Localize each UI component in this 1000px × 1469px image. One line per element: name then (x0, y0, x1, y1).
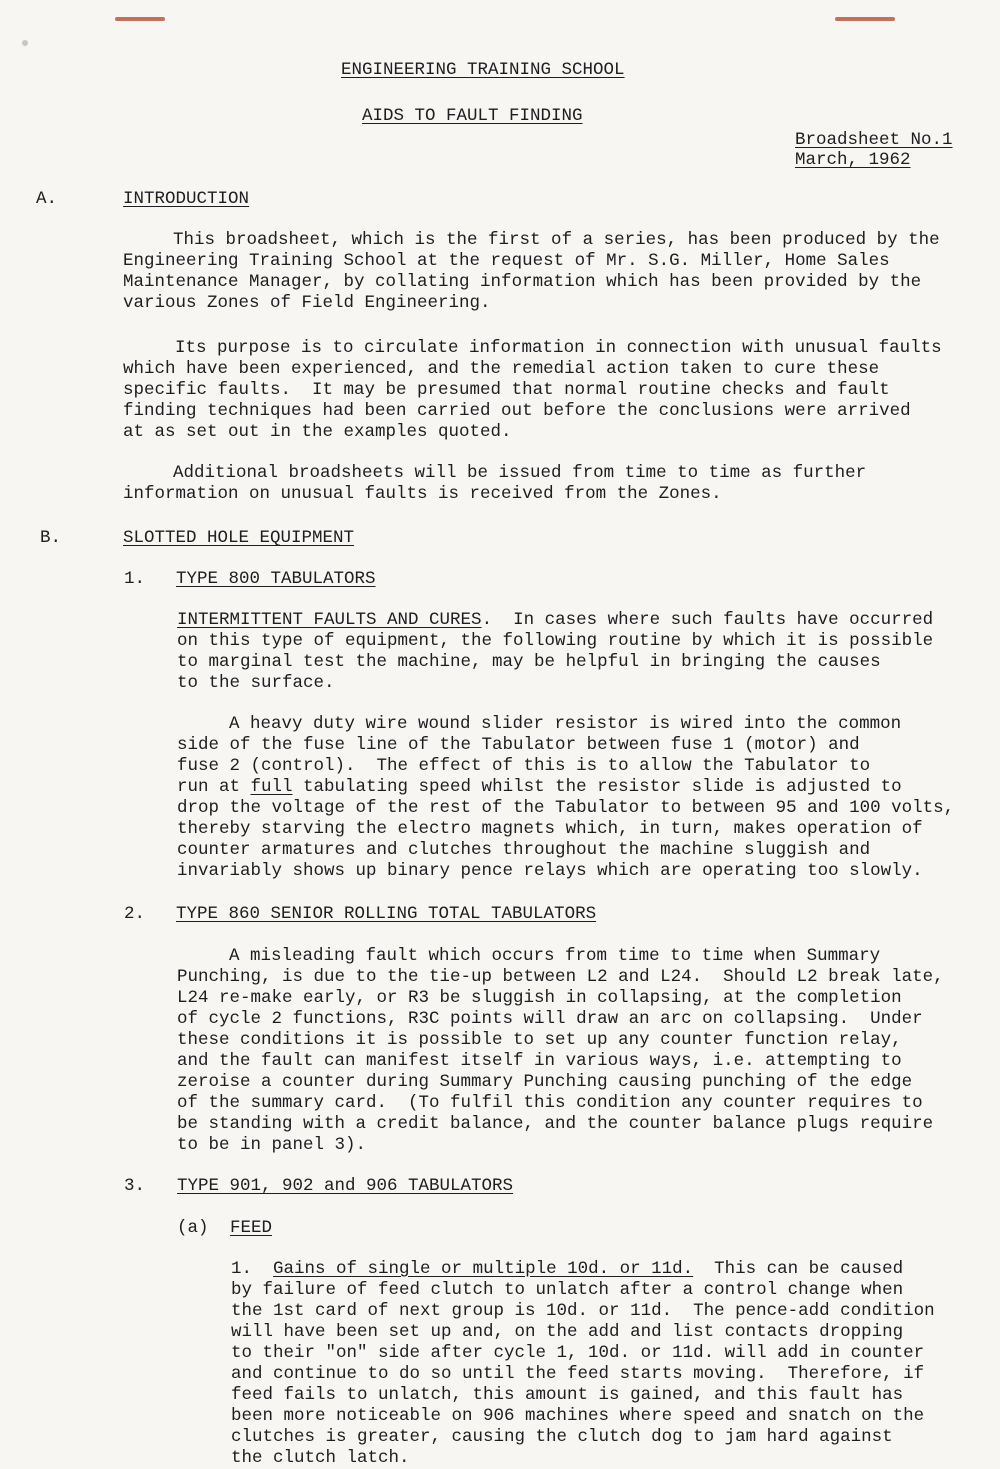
section-b-title: SLOTTED HOLE EQUIPMENT (123, 528, 355, 548)
staple-mark-right (835, 17, 895, 21)
section-a-letter: A. (36, 189, 58, 209)
point-number: 1. (231, 1259, 253, 1279)
text-run: tabulating speed whilst the resistor slide is adjusted to (292, 777, 902, 797)
text-line: to marginal test the machine, may be helpful in bringing the causes (177, 652, 881, 672)
broadsheet-number: Broadsheet No.1 (795, 130, 953, 150)
text-line: Engineering Training School at the request of Mr. S.G. Miller, Home Sales (123, 251, 890, 271)
item-1-paragraph-1 (177, 610, 933, 694)
text-line (177, 610, 933, 631)
text-line: will have been set up and, on the add and list contacts dropping (231, 1322, 904, 1342)
text-line: Additional broadsheets will be issued from time to time as further (173, 463, 867, 483)
text-line: specific faults. It may be presumed that normal routine checks and fault (123, 380, 890, 400)
text-line: This broadsheet, which is the first of a series, has been produced by the (173, 230, 940, 250)
text-line: Its purpose is to circulate information in connection with unusual faults (175, 338, 942, 358)
text-line: to be in panel 3). (177, 1135, 367, 1155)
text-line: feed fails to unlatch, this amount is gained, and this fault has (231, 1385, 904, 1405)
document-date: March, 1962 (795, 150, 911, 170)
text-line: counter armatures and clutches throughout the machine sluggish and (177, 840, 871, 860)
text-line: to their "on" side after cycle 1, 10d. or 11d. will add in counter (231, 1343, 925, 1363)
text-line: zeroise a counter during Summary Punching causing punching of the edge (177, 1072, 913, 1092)
point-1-heading: Gains of single or multiple 10d. or 11d. (273, 1259, 694, 1279)
item-1-title: TYPE 800 TABULATORS (176, 569, 376, 589)
text-line: side of the fuse line of the Tabulator between fuse 1 (motor) and (177, 735, 860, 755)
staple-mark-left (115, 17, 165, 21)
text-line: on this type of equipment, the following routine by which it is possible (177, 631, 934, 651)
text-line: various Zones of Field Engineering. (123, 293, 491, 313)
item-3-number: 3. (124, 1176, 146, 1196)
text-line (177, 777, 954, 798)
item-2-number: 2. (124, 904, 146, 924)
text-line: L24 re-make early, or R3 be sluggish in collapsing, at the completion (177, 988, 902, 1008)
text-line: which have been experienced, and the remedial action taken to cure these (123, 359, 880, 379)
text-line: finding techniques had been carried out before the conclusions were arrived (123, 401, 911, 421)
document-subject: AIDS TO FAULT FINDING (362, 106, 583, 126)
text-line: the clutch latch. (231, 1448, 410, 1468)
text-line: of cycle 2 functions, R3C points will draw an arc on collapsing. Under (177, 1009, 923, 1029)
text-line (231, 1259, 935, 1280)
text-line: the 1st card of next group is 10d. or 11d. The pence-add condition (231, 1301, 935, 1321)
intro-paragraph-2 (123, 338, 942, 443)
text-line: Punching, is due to the tie-up between L2 and L24. Should L2 break late, (177, 967, 944, 987)
item-3-title: TYPE 901, 902 and 906 TABULATORS (177, 1176, 514, 1196)
text-line: drop the voltage of the rest of the Tabulator to between 95 and 100 volts, (177, 798, 955, 818)
text-line: to the surface. (177, 673, 335, 693)
text-line: thereby starving the electro magnets which, in turn, makes operation of (177, 819, 923, 839)
text-line: clutches is greater, causing the clutch dog to jam hard against (231, 1427, 893, 1447)
school-title: ENGINEERING TRAINING SCHOOL (341, 60, 625, 80)
intermittent-faults-heading: INTERMITTENT FAULTS AND CURES (177, 610, 482, 630)
subsection-a-title: FEED (230, 1218, 273, 1238)
text-line: these conditions it is possible to set up any counter function relay, (177, 1030, 902, 1050)
text-run: run at (177, 777, 251, 797)
emphasis-full: full (250, 777, 293, 797)
text-line: of the summary card. (To fulfil this condition any counter requires to (177, 1093, 923, 1113)
item-2-title: TYPE 860 SENIOR ROLLING TOTAL TABULATORS (176, 904, 597, 924)
text-line: by failure of feed clutch to unlatch after a control change when (231, 1280, 904, 1300)
intro-paragraph-3 (123, 463, 866, 505)
text-line: Maintenance Manager, by collating information which has been provided by the (123, 272, 922, 292)
text-line: be standing with a credit balance, and the counter balance plugs require (177, 1114, 934, 1134)
text-line: and continue to do so until the feed starts moving. Therefore, if (231, 1364, 925, 1384)
punch-mark (22, 40, 28, 46)
text-line: fuse 2 (control). The effect of this is to allow the Tabulator to (177, 756, 871, 776)
text-line: A misleading fault which occurs from time to time when Summary (229, 946, 881, 966)
text-line: A heavy duty wire wound slider resistor is wired into the common (229, 714, 902, 734)
text-run: . In cases where such faults have occurred (481, 610, 934, 630)
text-line: been more noticeable on 906 machines where speed and snatch on the (231, 1406, 925, 1426)
text-run: This can be caused (693, 1259, 904, 1279)
section-b-letter: B. (40, 528, 62, 548)
text-line: at as set out in the examples quoted. (123, 422, 512, 442)
item-1-number: 1. (124, 569, 146, 589)
item-1-paragraph-2 (177, 714, 954, 882)
text-line: and the fault can manifest itself in various ways, i.e. attempting to (177, 1051, 902, 1071)
subsection-a-label: (a) (177, 1218, 209, 1238)
text-line: information on unusual faults is received from the Zones. (123, 484, 722, 504)
intro-paragraph-1 (123, 230, 940, 314)
feed-point-1 (231, 1259, 935, 1469)
text-line: invariably shows up binary pence relays which are operating too slowly. (177, 861, 923, 881)
section-a-title: INTRODUCTION (123, 189, 250, 209)
item-2-paragraph (177, 946, 944, 1156)
